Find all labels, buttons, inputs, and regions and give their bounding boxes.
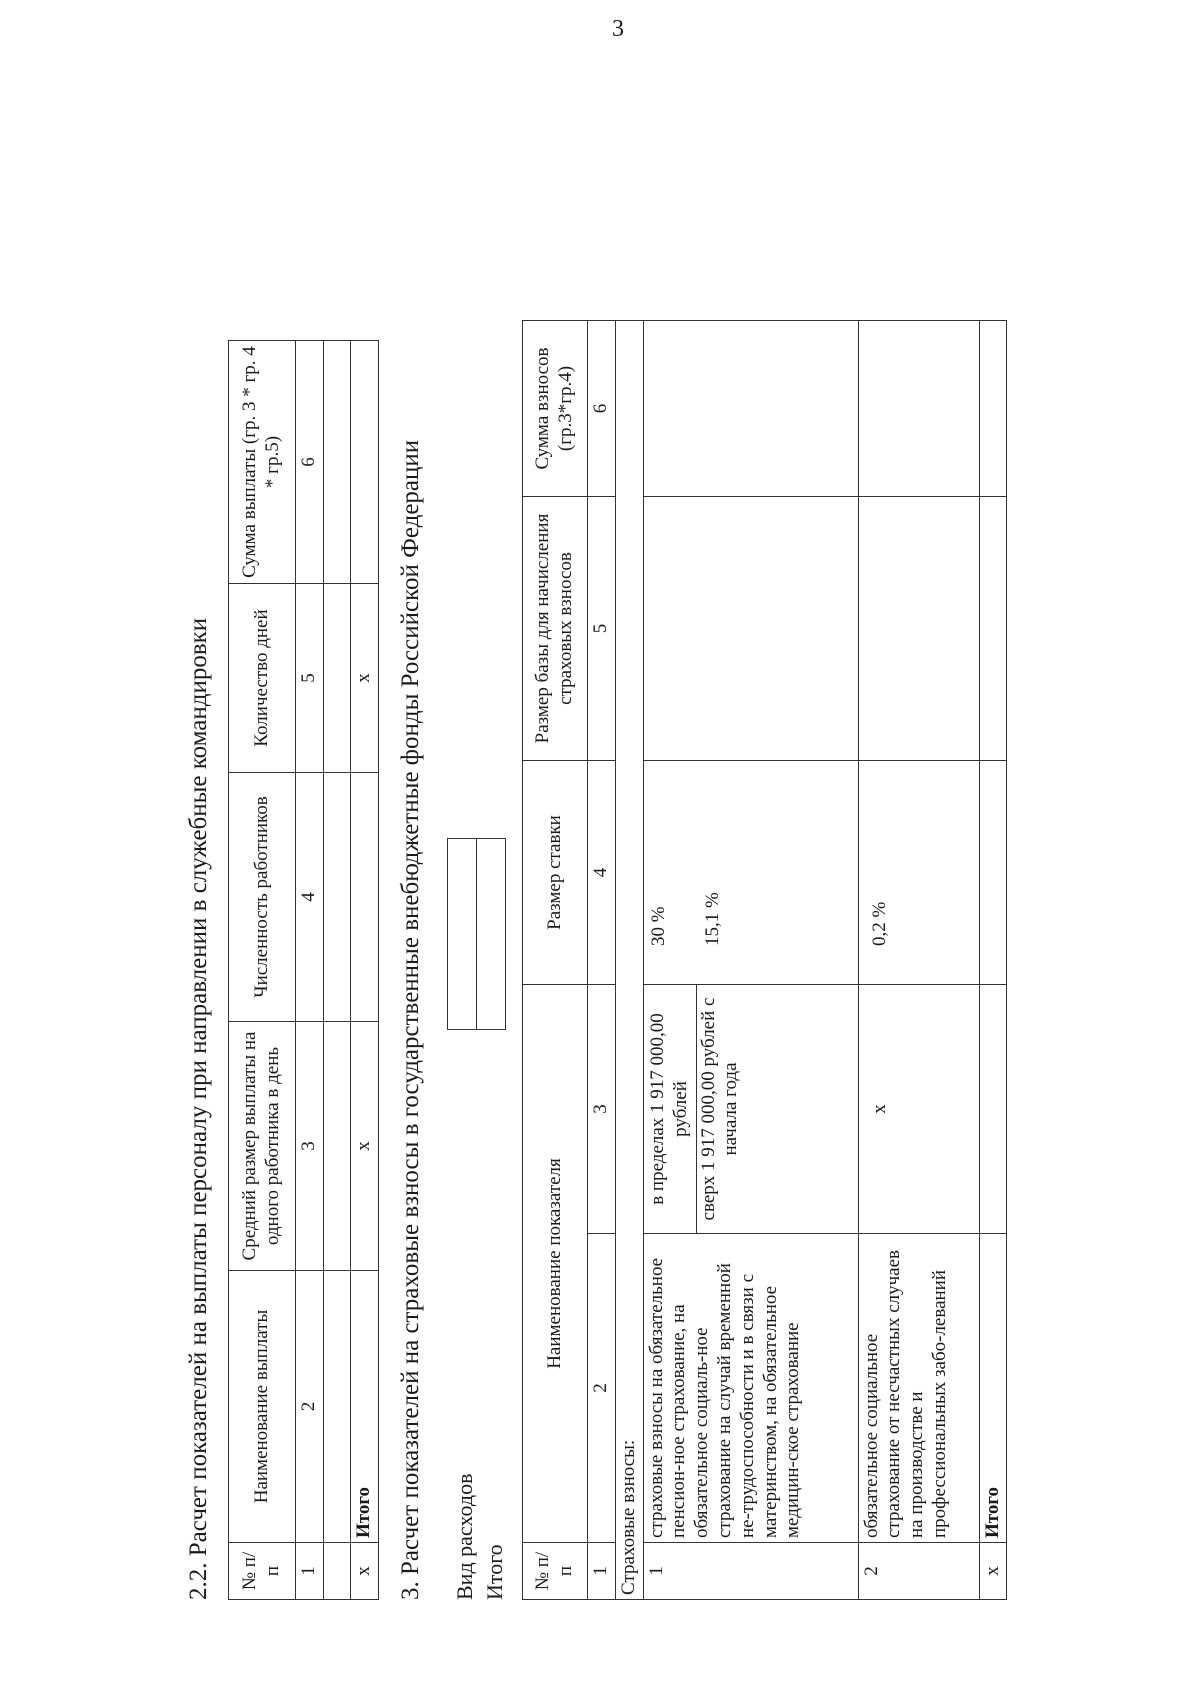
rate-value: 15,1 % <box>701 892 723 946</box>
row-num: 1 <box>643 1543 858 1600</box>
col-number: 3 <box>588 985 616 1234</box>
col-number: 1 <box>588 1543 616 1600</box>
column-number-row <box>588 321 616 1600</box>
col-number: 4 <box>296 773 324 1022</box>
condition-value: x <box>858 985 979 1234</box>
row-name: обязательное социальное страхование от несчастных случаев на производстве и профессиональных забо-леваний <box>858 1234 979 1543</box>
col-number: 6 <box>588 321 616 497</box>
condition-over-limit: сверх 1 917 000,00 рублей с начала года <box>697 997 742 1221</box>
sum-cell <box>858 321 979 497</box>
group-label: Страховые взносы: <box>615 321 643 1600</box>
section-3-title: 3. Расчет показателей на страховые взносы в государственные внебюджетные фонды Российской Федерации <box>397 439 424 1600</box>
total-row <box>979 321 1007 1600</box>
page-number: 3 <box>612 16 624 42</box>
header-cell: Численность работников <box>229 773 296 1022</box>
rate-value: 0,2 % <box>858 761 979 985</box>
row-num: 2 <box>858 1543 979 1600</box>
header-cell: Размер ставки <box>523 761 588 985</box>
total-row <box>350 341 378 1600</box>
header-cell: Сумма выплаты (гр. 3 * гр. 4 * гр.5) <box>229 341 296 584</box>
row-name: страховые взносы на обязательное пенсион-ное страхование, на обязательное социаль-ное страхование на случай временной не-трудоспособности и в связи с материнством, на обязательное медицин-ское страхование <box>643 1234 858 1543</box>
col-number: 1 <box>296 1543 324 1600</box>
group-label-row <box>615 321 643 1600</box>
total-cell: x <box>350 1022 378 1271</box>
col-number: 6 <box>296 341 324 584</box>
condition-cell <box>643 985 858 1234</box>
col-number: 5 <box>588 497 616 761</box>
expense-total-value <box>477 839 506 1030</box>
table-header-row <box>523 321 588 1600</box>
table-row <box>858 321 979 1600</box>
col-number: 5 <box>296 584 324 773</box>
header-cell: Средний размер выплаты на одного работника в день <box>229 1022 296 1271</box>
header-cell: Размер базы для начисления страховых взносов <box>523 497 588 761</box>
col-number: 4 <box>588 761 616 985</box>
expense-type-block <box>450 1474 510 1601</box>
rate-value: 30 % <box>647 906 669 946</box>
header-cell: Сумма взносов (гр.3*гр.4) <box>523 321 588 497</box>
total-num: x <box>350 1543 378 1600</box>
total-num: x <box>979 1543 1007 1600</box>
rotated-content <box>185 40 1165 1600</box>
header-cell: Количество дней <box>229 584 296 773</box>
header-cell: Наименование показателя <box>523 985 588 1543</box>
total-label: Итого <box>979 1234 1007 1543</box>
col-number: 3 <box>296 1022 324 1271</box>
expense-total-label: Итого <box>482 1544 507 1600</box>
sum-cell <box>643 321 858 497</box>
table-header-row <box>229 341 296 1600</box>
header-cell: Наименование выплаты <box>229 1271 296 1543</box>
travel-payments-table <box>228 340 379 1600</box>
table-row <box>643 321 858 1600</box>
total-cell: x <box>350 584 378 773</box>
condition-within-limit: в пределах 1 917 000,00 рублей <box>644 985 697 1233</box>
header-cell: № п/п <box>523 1543 588 1600</box>
expense-type-value <box>448 839 477 1030</box>
total-cell <box>350 341 378 584</box>
total-label: Итого <box>350 1271 378 1543</box>
expense-type-box <box>447 838 506 1030</box>
base-cell <box>643 497 858 761</box>
section-22-title: 2.2. Расчет показателей на выплаты персоналу при направлении в служебные командировки <box>185 617 212 1600</box>
rate-cell <box>643 761 858 985</box>
expense-type-label: Вид расходов <box>452 1473 477 1600</box>
col-number: 2 <box>588 1234 616 1543</box>
header-cell: № п/п <box>229 1543 296 1600</box>
column-number-row <box>296 341 324 1600</box>
insurance-contributions-table <box>522 320 1007 1600</box>
base-cell <box>858 497 979 761</box>
total-cell <box>350 773 378 1022</box>
condition-subtable <box>644 985 769 1233</box>
col-number: 2 <box>296 1271 324 1543</box>
table-row <box>323 341 350 1600</box>
